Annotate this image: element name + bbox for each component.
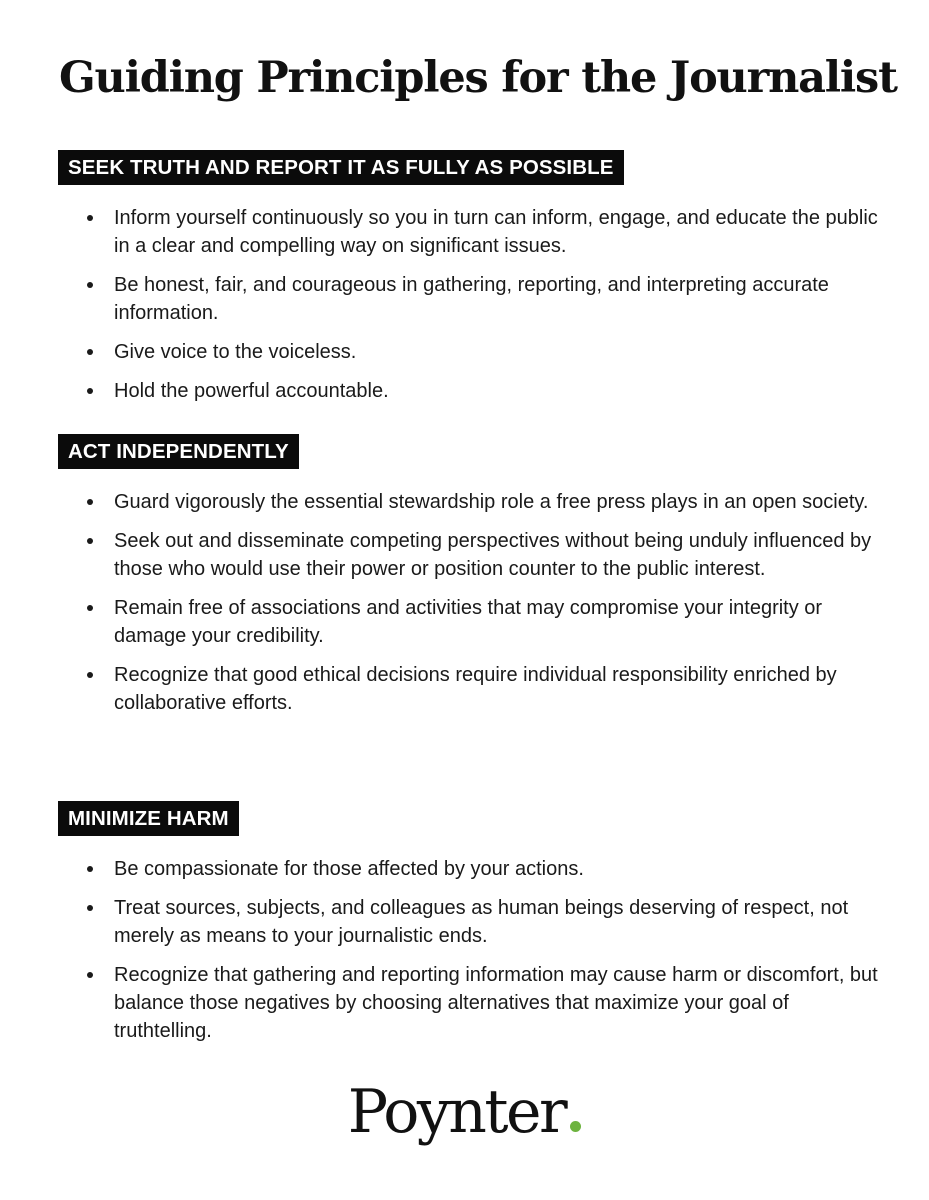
list-item: Give voice to the voiceless. [58, 338, 878, 366]
section-act-independently [58, 434, 878, 728]
poynter-logo [0, 1077, 929, 1147]
list-item: Hold the powerful accountable. [58, 377, 878, 405]
section-minimize-harm [58, 801, 878, 1056]
page-title: Guiding Principles for the Journalist [59, 53, 897, 103]
list-item: Inform yourself continuously so you in turn can inform, engage, and educate the public in a clear and compelling way on significant issues. [58, 204, 878, 260]
logo-wordmark: Poynter [347, 1077, 566, 1147]
list-item: Be honest, fair, and courageous in gathering, reporting, and interpreting accurate information. [58, 271, 878, 327]
section-heading: SEEK TRUTH AND REPORT IT AS FULLY AS POSSIBLE [58, 150, 624, 185]
bullet-list [58, 204, 878, 405]
list-item: Be compassionate for those affected by your actions. [58, 855, 878, 883]
section-heading: MINIMIZE HARM [58, 801, 239, 836]
list-item: Recognize that gathering and reporting information may cause harm or discomfort, but balance those negatives by choosing alternatives that maximize your goal of truthtelling. [58, 961, 878, 1045]
list-item: Recognize that good ethical decisions require individual responsibility enriched by collaborative efforts. [58, 661, 878, 717]
logo-dot-icon [570, 1121, 581, 1132]
list-item: Guard vigorously the essential stewardship role a free press plays in an open society. [58, 488, 878, 516]
bullet-list [58, 488, 878, 717]
section-seek-truth [58, 150, 878, 416]
section-heading: ACT INDEPENDENTLY [58, 434, 299, 469]
list-item: Remain free of associations and activities that may compromise your integrity or damage your credibility. [58, 594, 878, 650]
list-item: Treat sources, subjects, and colleagues as human beings deserving of respect, not merely as means to your journalistic ends. [58, 894, 878, 950]
bullet-list [58, 855, 878, 1045]
list-item: Seek out and disseminate competing perspectives without being unduly influenced by those who would use their power or position counter to the public interest. [58, 527, 878, 583]
